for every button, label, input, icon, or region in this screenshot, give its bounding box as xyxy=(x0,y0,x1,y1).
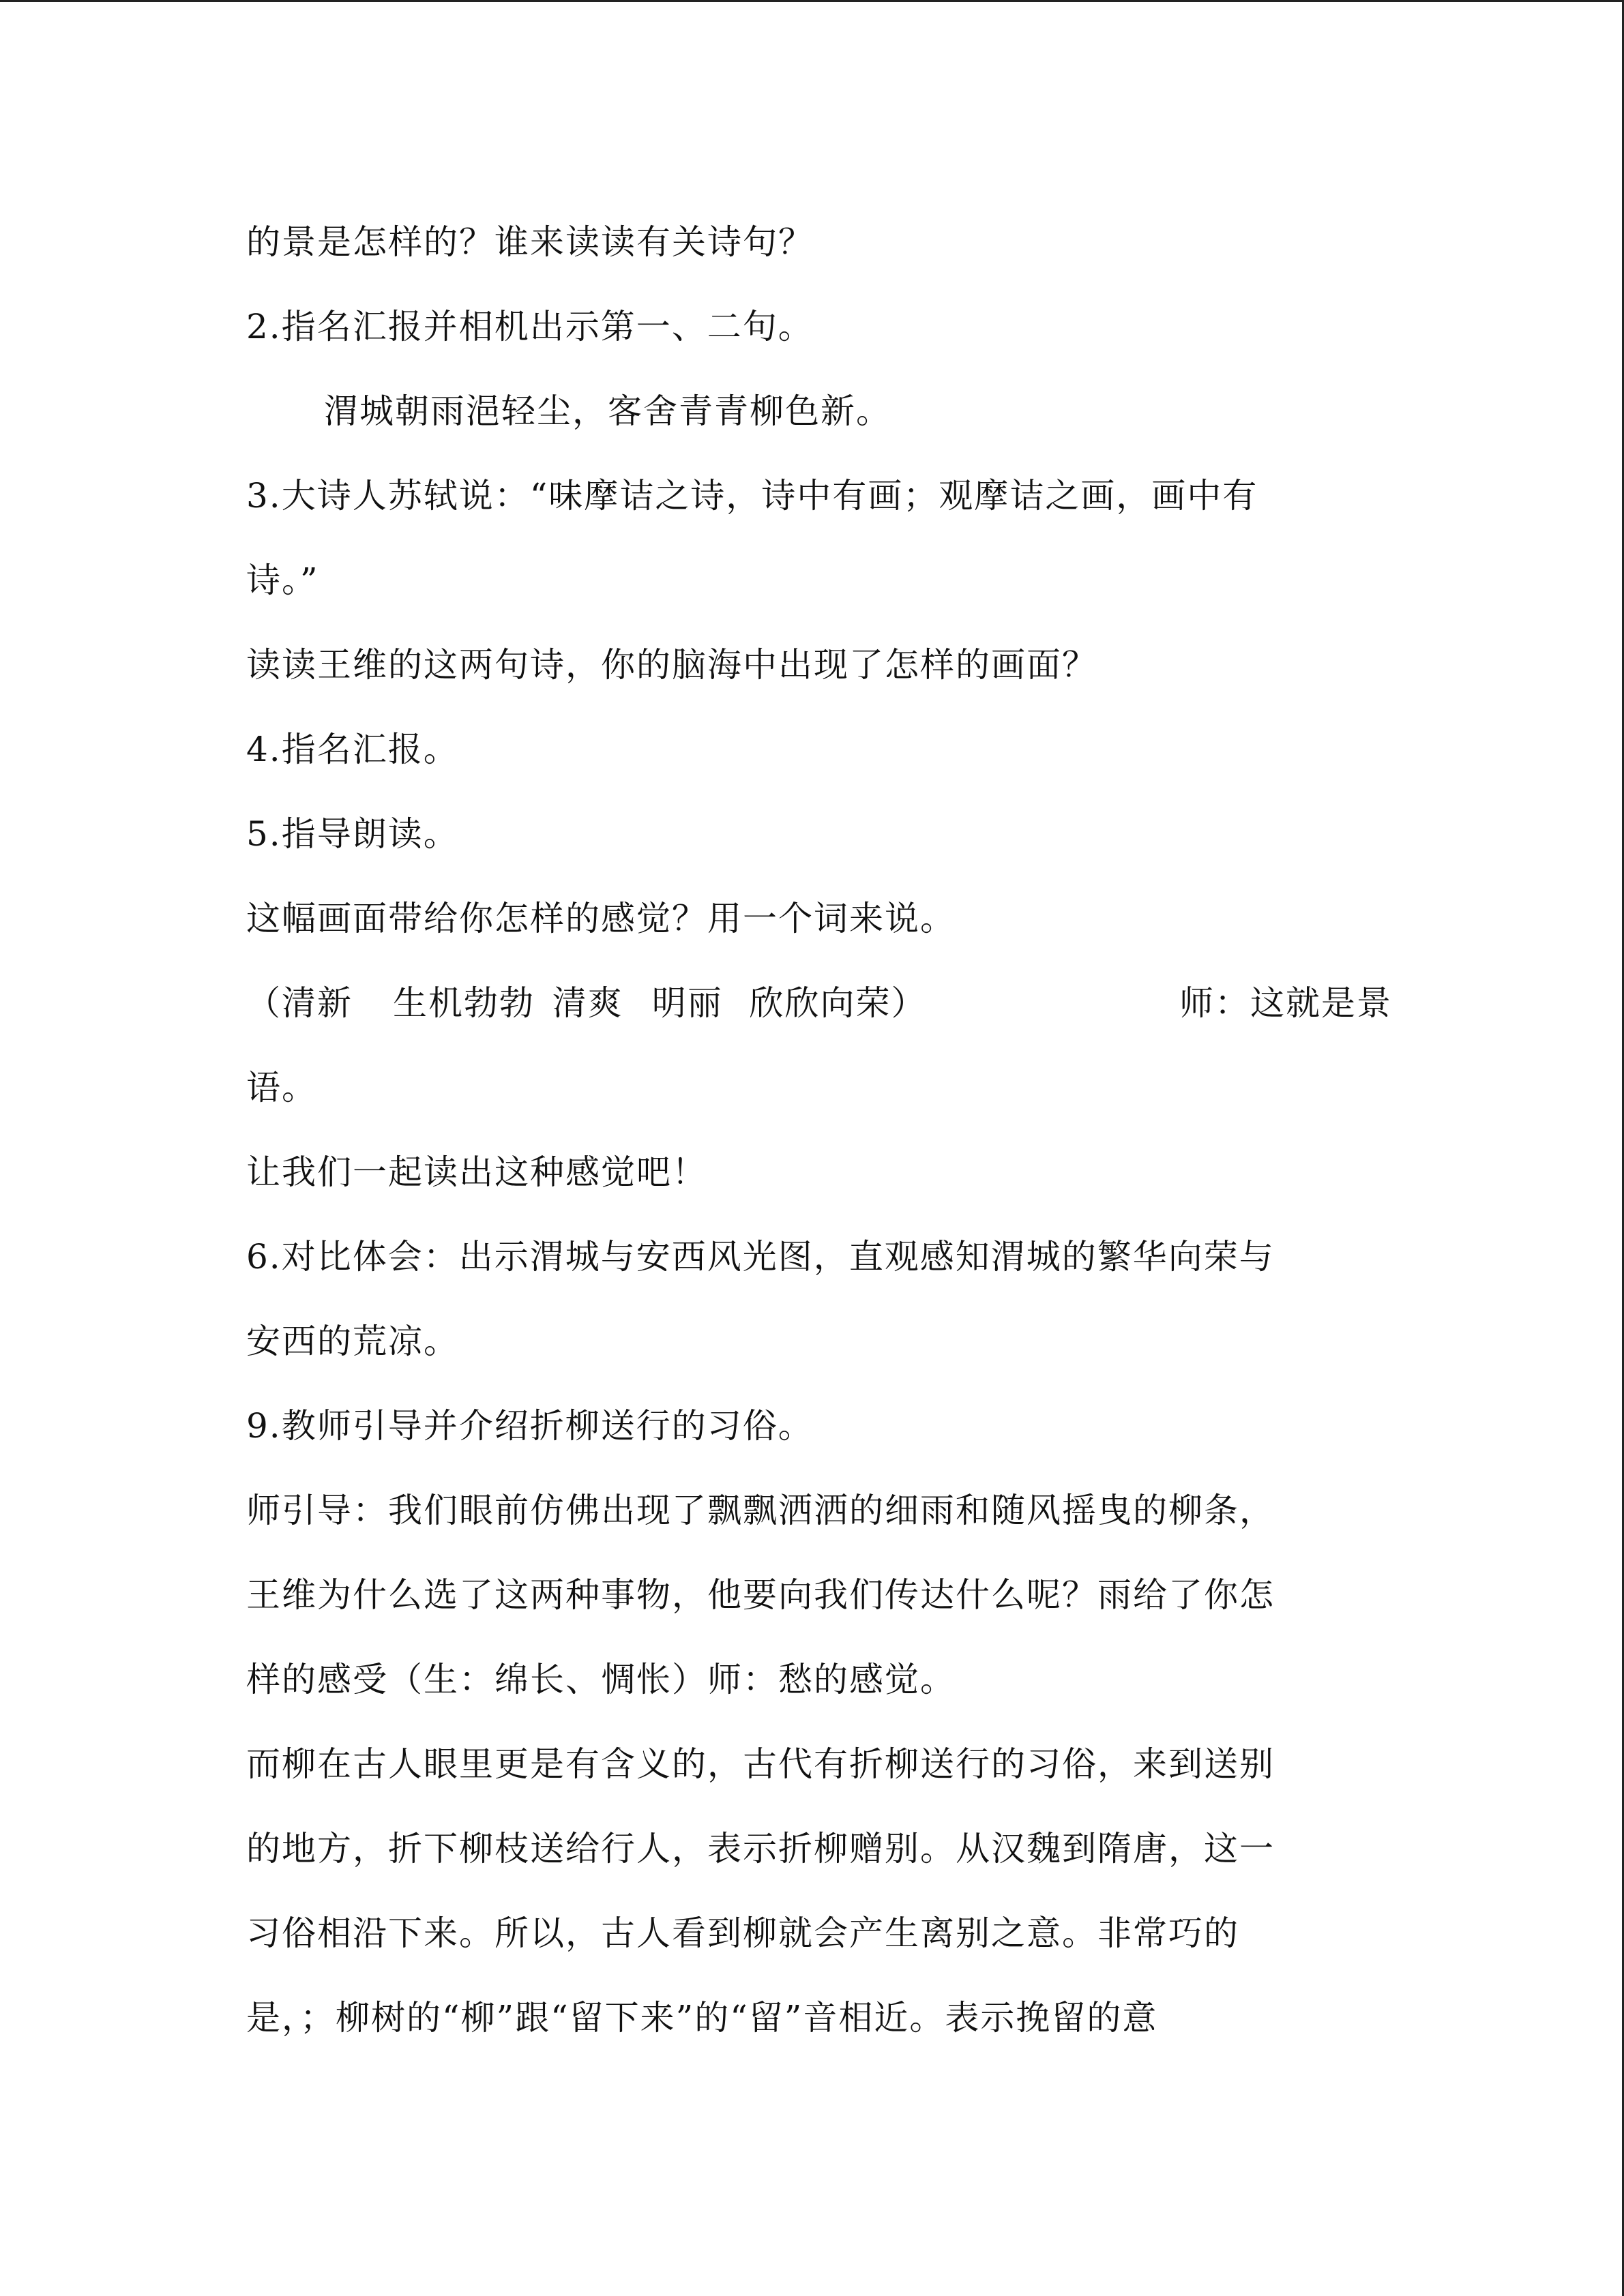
text-line: 样的感受（生：绵长、惆怅）师：愁的感觉。 xyxy=(246,1660,956,1699)
text-line: 这幅画面带给你怎样的感觉？用一个词来说。 xyxy=(246,899,956,938)
word-choice: 清爽 xyxy=(552,983,623,1023)
word-choice: 生机勃勃 xyxy=(393,983,535,1023)
text-line: 的地方，折下柳枝送给行人，表示折柳赠别。从汉魏到隋唐，这一 xyxy=(246,1829,1275,1868)
text-line: 5.指导朗读。 xyxy=(246,814,459,854)
poem-line: 渭城朝雨浥轻尘，客舍青青柳色新。 xyxy=(324,391,891,431)
text-line: 读读王维的这两句诗，你的脑海中出现了怎样的画面？ xyxy=(246,645,1097,685)
text-line: 4.指名汇报。 xyxy=(246,730,459,769)
text-line: 3.大诗人苏轼说：“味摩诘之诗，诗中有画；观摩诘之画，画中有 xyxy=(246,476,1258,516)
text-line: 是，；柳树的“柳”跟“留下来”的“留”音相近。表示挽留的意 xyxy=(246,1998,1158,2038)
text-line: 安西的荒凉。 xyxy=(246,1322,459,1361)
text-line: 6.对比体会：出示渭城与安西风光图，直观感知渭城的繁华向荣与 xyxy=(246,1237,1275,1277)
text-line: 语。 xyxy=(246,1068,317,1107)
text-line: 而柳在古人眼里更是有含义的，古代有折柳送行的习俗，来到送别 xyxy=(246,1744,1275,1784)
text-line: 让我们一起读出这种感觉吧！ xyxy=(246,1152,707,1192)
text-line: 的景是怎样的？谁来读读有关诗句？ xyxy=(246,222,814,262)
text-line: 师引导：我们眼前仿佛出现了飘飘洒洒的细雨和随风摇曳的柳条， xyxy=(246,1491,1275,1530)
text-line: 习俗相沿下来。所以，古人看到柳就会产生离别之意。非常巧的 xyxy=(246,1913,1239,1953)
teacher-remark: 师：这就是景 xyxy=(1179,983,1392,1023)
text-line: 2.指名汇报并相机出示第一、二句。 xyxy=(246,307,814,346)
text-line: 9.教师引导并介绍折柳送行的习俗。 xyxy=(246,1406,814,1446)
word-choice: （清新 xyxy=(246,983,353,1023)
text-line: 王维为什么选了这两种事物，他要向我们传达什么呢？雨给了你怎 xyxy=(246,1575,1275,1615)
word-choices-line xyxy=(246,976,1392,1060)
text-line: 诗。” xyxy=(246,561,319,600)
word-choice: 明丽 xyxy=(651,983,723,1023)
document-body xyxy=(246,215,1392,2075)
word-choice: 欣欣向荣） xyxy=(749,983,927,1023)
